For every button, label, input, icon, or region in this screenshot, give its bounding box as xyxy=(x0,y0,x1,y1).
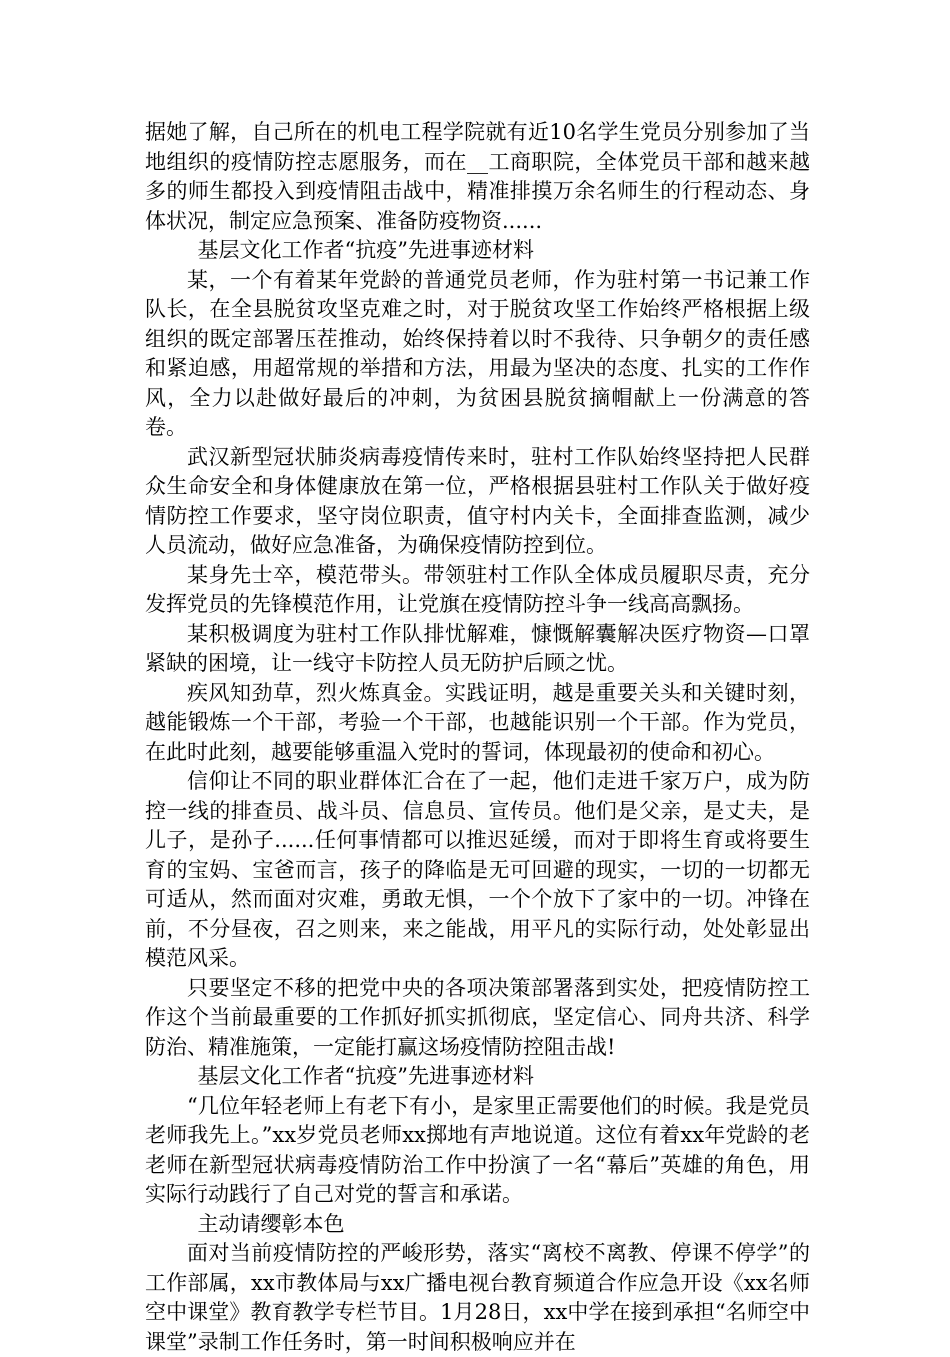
section-heading: 基层文化工作者“抗疫”先进事迹材料 xyxy=(197,238,534,262)
paragraph: 信仰让不同的职业群体汇合在了一起，他们走进千家万户，成为防控一线的排查员、战斗员、信息员、宣传员。他们是父亲，是丈夫，是儿子，是孙子......任何事情都可以推迟延缓，而对于即将生育或将要生育的宝妈、宝爸而言，孩子的降临是无可回避的现实，一切的一切都无可适从，然而面对灾难，勇敢无惧，一个个放下了家中的一切。冲锋在前，不分昼夜，召之则来，来之能战，用平凡的实际行动，处处彰显出模范风采。 xyxy=(145,769,810,970)
document-body xyxy=(145,118,810,1357)
paragraph: 面对当前疫情防控的严峻形势，落实“离校不离教、停课不停学”的工作部属，xx市教体局与xx广播电视台教育频道合作应急开设《xx名师空中课堂》教育教学专栏节目。1月28日，xx中学在接到承担“名师空中课堂”录制工作任务时，第一时间积极响应并在 xyxy=(145,1241,810,1354)
paragraph: 疾风知劲草，烈火炼真金。实践证明，越是重要关头和关键时刻，越能锻炼一个干部，考验一个干部，也越能识别一个干部。作为党员，在此时此刻，越要能够重温入党时的誓词，体现最初的使命和初心。 xyxy=(145,680,810,764)
paragraph: 只要坚定不移的把党中央的各项决策部署落到实处，把疫情防控工作这个当前最重要的工作抓好抓实抓彻底，坚定信心、同舟共济、科学防治、精准施策，一定能打赢这场疫情防控阻击战! xyxy=(145,975,810,1059)
paragraph: 据她了解，自己所在的机电工程学院就有近10名学生党员分别参加了当地组织的疫情防控志愿服务，而在__工商职院，全体党员干部和越来越多的师生都投入到疫情阻击战中，精准排摸万余名师生的行程动态、身体状况，制定应急预案、准备防疫物资...... xyxy=(145,120,810,233)
paragraph: 某积极调度为驻村工作队排忧解难，慷慨解囊解决医疗物资—口罩紧缺的困境，让一线守卡防控人员无防护后顾之忧。 xyxy=(145,621,810,675)
paragraph: 某，一个有着某年党龄的普通党员老师，作为驻村第一书记兼工作队长，在全县脱贫攻坚克难之时，对于脱贫攻坚工作始终严格根据上级组织的既定部署压茬推动，始终保持着以时不我待、只争朝夕的责任感和紧迫感，用超常规的举措和方法，用最为坚决的态度、扎实的工作作风，全力以赴做好最后的冲刺，为贫困县脱贫摘帽献上一份满意的答卷。 xyxy=(145,267,810,439)
section-heading: 主动请缨彰本色 xyxy=(197,1211,345,1236)
paragraph: 某身先士卒，模范带头。带领驻村工作队全体成员履职尽责，充分发挥党员的先锋模范作用，让党旗在疫情防控斗争一线高高飘扬。 xyxy=(145,562,810,616)
paragraph: “几位年轻老师上有老下有小，是家里正需要他们的时候。我是党员老师我先上。”xx岁党员老师xx掷地有声地说道。这位有着xx年党龄的老老师在新型冠状病毒疫情防治工作中扮演了一名“幕后”英雄的角色，用实际行动践行了自己对党的誓言和承诺。 xyxy=(145,1093,810,1206)
section-heading: 基层文化工作者“抗疫”先进事迹材料 xyxy=(197,1064,534,1088)
paragraph: 武汉新型冠状肺炎病毒疫情传来时，驻村工作队始终坚持把人民群众生命安全和身体健康放在第一位，严格根据县驻村工作队关于做好疫情防控工作要求，坚守岗位职责，值守村内关卡，全面排查监测，减少人员流动，做好应急准备，为确保疫情防控到位。 xyxy=(145,444,810,557)
